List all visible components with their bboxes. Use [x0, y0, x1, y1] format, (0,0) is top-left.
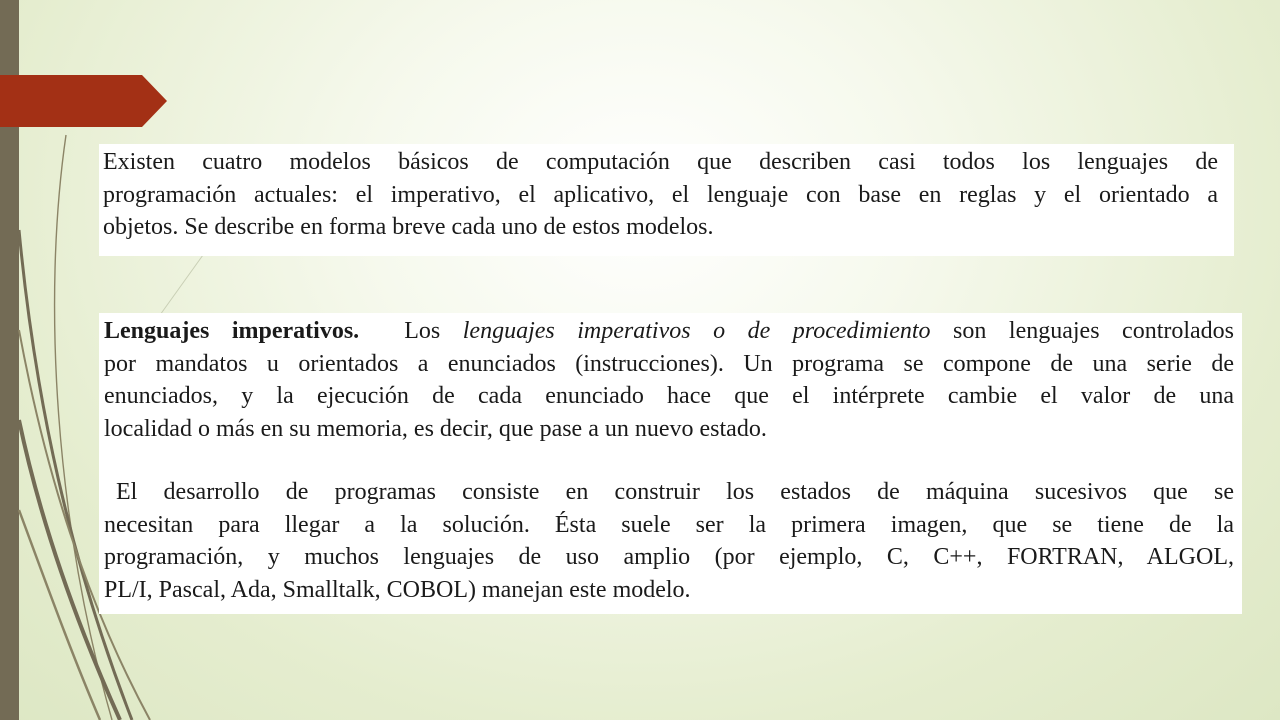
development-line-4: PL/I, Pascal, Ada, Smalltalk, COBOL) manejan este modelo. — [104, 576, 691, 603]
imperative-line-4: localidad o más en su memoria, es decir, que pase a un nuevo estado. — [104, 415, 767, 442]
development-line-2: necesitan para llegar a la solución. Ésta suele ser la primera imagen, que se tiene de la — [104, 511, 1234, 538]
imperative-paragraph-1 — [104, 315, 1234, 445]
line1-post: son lenguajes controlados — [953, 318, 1235, 344]
development-line-3: programación, y muchos lenguajes de uso amplio (por ejemplo, C, C++, FORTRAN, ALGOL, — [104, 544, 1234, 570]
intro-line-2: programación actuales: el imperativo, el aplicativo, el lenguaje con base en reglas y el orientado a — [103, 181, 1218, 208]
section-heading: Lenguajes imperativos. — [104, 318, 360, 344]
imperative-line-3: enunciados, y la ejecución de cada enunciado hace que el intérprete cambie el valor de una — [104, 383, 1234, 409]
italic-term: lenguajes imperativos o de procedimiento — [462, 318, 931, 344]
imperative-paragraph-2 — [104, 476, 1234, 606]
imperative-text-box — [99, 313, 1242, 614]
intro-text-box — [99, 144, 1234, 256]
intro-line-1: Existen cuatro modelos básicos de computación que describen casi todos los lenguajes de — [103, 149, 1218, 175]
line1-pre: Los — [404, 318, 441, 344]
development-line-1: El desarrollo de programas consiste en construir los estados de máquina sucesivos que se — [116, 479, 1234, 505]
imperative-line-1 — [104, 315, 1234, 348]
imperative-line-2: por mandatos u orientados a enunciados (instrucciones). Un programa se compone de una serie de — [104, 350, 1234, 377]
intro-line-3: objetos. Se describe en forma breve cada uno de estos modelos. — [103, 214, 714, 240]
title-arrow-shape — [0, 75, 167, 127]
